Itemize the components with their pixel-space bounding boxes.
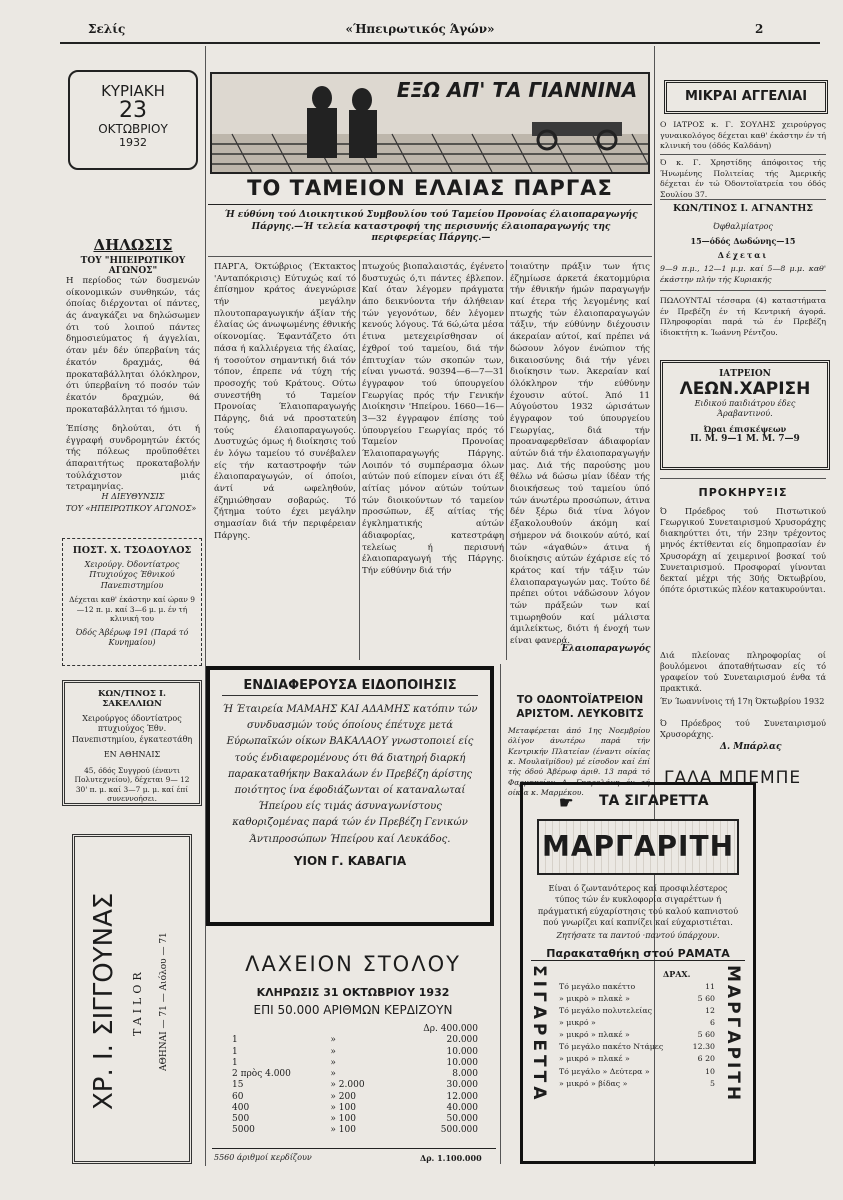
deck-rule xyxy=(208,256,652,257)
price-value: 5 60 xyxy=(697,1030,715,1040)
price-item: » μικρό » βίδας » xyxy=(559,1078,628,1088)
pointing-hand-icon: ☛ xyxy=(559,793,574,812)
price-row xyxy=(557,1029,717,1041)
lottery-row xyxy=(230,1103,480,1114)
price-item: » μικρὸ » πλακὲ » xyxy=(559,994,630,1004)
cigarette-body: Είναι ό ζωντανότερος καί προσφιλέστερος τύπος τών έν κυκλοφορία σιγαρέττων ή πράγματική εύχαρίστησις τού καλού καπνιστού πού γνωρίζει καί καπνίζει καί εύχαριστιέται. xyxy=(537,883,739,928)
agnantis-hours: 9—9 π.μ., 12—1 μ.μ. καί 5—8 μ.μ. καθ' έκάστην πλήν τής Κυριακής xyxy=(660,264,826,284)
tsodoulos-address: Όδός Άβέρωφ 191 (Παρά τό Κυνημαίου) xyxy=(75,628,189,648)
price-value: 10 xyxy=(705,1066,715,1076)
lottery-amount: 8.000 xyxy=(452,1069,478,1079)
declaration-sign-2: ΤΟΥ «ΗΠΕΙΡΩΤΙΚΟΥ ΑΓΩΝΟΣ» xyxy=(65,504,197,513)
lottery-row xyxy=(230,1058,480,1069)
price-item: Τό μεγάλο πακέτο Ντάμες xyxy=(559,1042,664,1052)
headline-rule xyxy=(208,204,652,205)
lottery-row xyxy=(230,1080,480,1091)
page-label: Σελίς xyxy=(88,22,126,36)
cigarette-brand-box xyxy=(537,819,739,875)
proclamation-sign: Δ. Μπάρλας xyxy=(720,742,782,752)
lottery-desc: » xyxy=(330,1046,336,1057)
price-column-header: ΔΡΑΧ. xyxy=(663,969,691,979)
notice-body: Ή Έταιρεία ΜΑΜΑΗΣ ΚΑΙ ΑΔΑΜΗΣ κατόπιν τών συνδυασμών τούς όποίους έπέτυχε μετά Εύρωπαϊκών οίκων ΒΑΚΑΛΑΟΥ γνωστοποιεί είς τούς ένδιαφερομένους ότι θά διατηρή διαρκή παρακαταθήκην Βακαλάων έν Πρεβέζη άρίστης ποιότητος ίνα έφοδιάζωνται οί καταναλωταί Ήπείρου είς τιμάς άσυναγωνίστους καθοριζομένας παρά τών έν Πρεβέζη Γενικών Άντιπροσώπων Ήπείρου καί Λευκάδος. xyxy=(222,704,478,845)
header-rule xyxy=(60,42,820,44)
sakellion-city: ΕΝ ΑΘΗΝΑΙΣ xyxy=(103,750,161,760)
lottery-count: 1 xyxy=(232,1035,238,1046)
tsodoulos-hours: Δέχεται καθ' έκάστην καί ώραν 9—12 π. μ. καί 3—6 μ. μ. έν τή κλινική του xyxy=(69,595,195,624)
price-value: 5 xyxy=(710,1078,715,1088)
classified-rule xyxy=(660,290,826,291)
article-column-3: τοιαύτην πράξιν των ήτις έζημίωσε άρκετά έκατομμύρια τήν έθνικήν ήμών παραγωγήν καί έτερα τής λεγομένης καί πτωχής τών έλαιοπαραγωγών τάξιν, τήν εύθύνην διέχουσιν άκεραίαν αύτοί, καί πρέπει νά δώσουν λόγον ένώπιον τής δικαιοσύνης διά τήν γένει διοίκησιν των. Άκεραίαν καί όλόκληρον τήν εύθύνην έχουσιν αύτοί. Άπό 11 Αύγούστου 1932 ώρισάτων έγγραφον τού ύπουργείου Γεωργίας, διά τήν προαναφερθεϊσαν άδιαφορίαν αύτών διά τήν έλαιοπαραγωγήν μας. Διά τής παρούσης μου θέλω νά δώσω μίαν ίδέαν τής διοικήσεως τού ταμείου ύπό τών άνωτέρω προσώπων, άτινα δέν ξέρω διά τίνα λόγον έξακολουθούν άκόμη καί σήμερον νά διοικούν αύτό, καί τών «άγαθών» άτινα ή διοίκησις αύτών έχάρισε είς τό κράτος καί τήν τάξιν τών έλαιοπαραγωγών μας. Τούτο δέ πρέπει ούτοι νάδώσουν λόγον τών πράξεών των καί τιμωρηθούν καί μάλιστα άμιλείκτως, διότι ή ένοχή των είναι φανερά. xyxy=(510,262,650,646)
article-signature: Έλαιοπαραγωγός xyxy=(560,644,651,654)
proclamation-title: ΠΡΟΚΗΡΥΞΙΣ xyxy=(698,486,788,499)
price-row xyxy=(557,1017,717,1029)
agnantis-name: ΚΩΝ/ΤΙΝΟΣ Ι. ΑΓΝΑΝΤΗΣ xyxy=(672,203,814,214)
article-headline: ΤΟ ΤΑΜΕΙΟΝ ΕΛΑΙΑΣ ΠΑΡΓΑΣ xyxy=(247,176,613,200)
lottery-desc: » xyxy=(330,1069,336,1079)
lottery-row xyxy=(230,1069,480,1080)
lottery-amount: 20.000 xyxy=(446,1035,478,1046)
article-column-1: ΠΑΡΓΑ, Όκτώβριος (Έκτακτος 'Ανταπόκρισις) Εύτυχώς καί τό έπίσημον κράτος άνεγνώρισε τήν μεγάλην πλουτοπαραγωγικήν άξίαν τής έλαίας ώς άνωψωμένης έθνικής οίκονομίας. Έφαντάζετο ότι πάσα ή καλλιέργεια τής έλαίας, ή τοσούτον σημαντική διά τόν τόπον, έπρεπε νά τύχη τής προσοχής τού Κράτους. Ούτω συνεστήθη τό Ταμείον Προνοίας Έλαιοπαραγωγής Πάργης, διά νά προστατεύη τούς έλαιοπαραγωγούς. Δυστυχώς όμως ή διοίκησις τού έν λόγω ταμείου τό συνέβαλεν είς τήν καταστροφήν τών έλαιοπαραγωγών, οί όποίοι, άντί νά ωφεληθούν, έζημιώθησαν σοβαρώς. Τό ζήτημα τούτο έχει μεγάλην σημασίαν διά τήν περιφέρειαν Πάργης. xyxy=(214,262,356,541)
lottery-count: 60 xyxy=(232,1091,244,1102)
cigarette-left-label: ΣΙΓΑΡΕΤΤΑ xyxy=(529,965,549,1104)
lottery-desc: » 100 xyxy=(330,1114,356,1124)
notice-title: ΕΝΔΙΑΦΕΡΟΥΣΑ ΕΙΔΟΠΟΙΗΣΙΣ xyxy=(222,678,478,696)
proclamation-body-2: Διά πλείονας πληροφορίας οί βουλόμενοι άποταθήτωσαν είς τό γραφείον τού Συνεταιρισμού ένθα τά πρακτικά. xyxy=(660,650,826,694)
lottery-count: 15 xyxy=(232,1080,244,1091)
lottery-row xyxy=(230,1047,480,1058)
proclamation-body: Ό Πρόεδρος τού Πιστωτικού Γεωργικού Συνεταιρισμού Χρυσοράχης διακηρύττει ότι, τήν 23ην τρέχοντος μηνός έκτίθενται είς δημοπρασίαν έν Χρυσοράχη αί χειμερινοί βοσκαί τού Συνεταιρισμού. Προσφοραί γίνονται δεκταί μέχρι τής 30ής Όκτωβρίου, όπότε όριστικώς πλέον κατακυρούνται. xyxy=(660,506,826,595)
agnantis-title: Όφθαλμίατρος xyxy=(713,222,773,231)
lottery-desc: » 100 xyxy=(330,1125,356,1136)
article-column-2: πτωχούς βιοπαλαιστάς, έγένετο δυστυχώς ό,τι πάντες έβλεπον. Καί όταν λέγομεν πράγματα άπο δεικνύοντα τήν άλήθειαν τών γεγονότων, δέν λέγομεν κενούς λόγους. Τά 6ώ,ώτα μέσα έτινα μετεχειρίσθησαν οί έχθροί τού ταμείου, διά τήν έπιτυχίαν τών σκοπών των, είναι γνωστά. 90394—6—7—31 έγγραφον τού ύπουργείου Γεωργίας πρός τήν Γενικήν Διοίκησιν 'Ηπείρου. 1660—16—3—32 έγγραφον έπίσης τού ύπουργείου Γεωργίας πρός τό Ταμείον Προνοίας Έλαιοπαραγωγής Πάργης. Λοιπόν τό συμπέρασμα όλων αύτών πού είπομεν είναι ότι έξ αίτίας μόνον αύτών τούτων τών διοικούντων τό ταμείον προσώπων, έξ αίτίας τής έγκληματικής αύτών άδιαφορίας, κατεστράφη τελείως ή περισυνή έλαιοπαραγωγή τής Πάργης. Τήν εύθύνην διά τήν xyxy=(362,262,504,576)
notice-kavagia xyxy=(206,666,494,926)
masthead-title: «Ήπειρωτικός Άγών» xyxy=(345,22,495,36)
date-box xyxy=(68,70,198,170)
page-number: 2 xyxy=(755,22,764,36)
ad-tsodoulos xyxy=(62,538,202,666)
proclamation-rule xyxy=(660,478,826,479)
lottery-desc: » 100 xyxy=(330,1102,356,1113)
price-row xyxy=(557,1078,717,1090)
lottery-title: ΛΑΧΕΙΟΝ ΣΤΟΛΟΥ xyxy=(245,952,461,976)
lottery-desc xyxy=(328,1024,388,1035)
declaration-body-2: Έπίσης δηλούται, ότι ή έγγραφή συνδρομητών έκτός τής πόλεως προϋποθέτει άπαραιτήτως προκαταβολήν τούλάχιστον μιάς τετραμηνίας. xyxy=(66,424,200,493)
lottery-rule xyxy=(212,1148,496,1149)
classified-rule xyxy=(660,154,826,155)
price-value: 12.30 xyxy=(692,1042,715,1052)
lottery-draw: ΚΛΗΡΩΣΙΣ 31 ΟΚΤΩΒΡΙΟΥ 1932 xyxy=(256,986,450,999)
lottery-footer-right: Δρ. 1.100.000 xyxy=(420,1153,482,1163)
illustration-caption: ΕΞΩ ΑΠ' ΤΑ ΓΙΑΝΝΙΝΑ xyxy=(396,78,638,102)
price-row xyxy=(557,1041,717,1053)
dentist-title: ΤΟ ΟΔΟΝΤΟΪΑΤΡΕΙΟΝ ΑΡΙΣΤΟΜ. ΛΕΥΚΟΒΙΤΣ xyxy=(516,694,644,720)
price-item: » μικρό » πλακέ » xyxy=(559,1030,630,1040)
column-rule xyxy=(500,664,501,1164)
classified-rule xyxy=(660,199,826,200)
price-row xyxy=(557,981,717,993)
price-row xyxy=(557,1066,717,1078)
clinic-name: ΛΕΩΝ.ΧΑΡΙΣΗ xyxy=(679,379,811,399)
price-item: Τό μεγάλο πακέττο xyxy=(559,982,636,991)
declaration-subtitle: ΤΟΥ "ΗΠΕΙΡΩΤΙΚΟΥ ΑΓΩΝΟΣ" xyxy=(80,256,186,276)
lottery-amount: 10.000 xyxy=(446,1057,478,1068)
price-row xyxy=(557,993,717,1005)
date-month: ΟΚΤΩΒΡΙΟΥ xyxy=(98,122,168,136)
lottery-amount: 40.000 xyxy=(446,1102,478,1113)
sigounas-address: ΑΘΗΝΑΙ — 71 — Αιόλου — 71 xyxy=(159,932,169,1072)
column-rule xyxy=(205,46,206,1166)
price-value: 11 xyxy=(705,982,715,991)
lottery-amount: 10.000 xyxy=(446,1046,478,1057)
lottery-row xyxy=(230,1092,480,1103)
price-item: Τό μεγάλο » Δεύτερα » xyxy=(559,1066,650,1076)
cigarette-cta: Ζητήσατε τα παντού ·παντού ύπάρχουν. xyxy=(556,931,720,940)
cigarette-header: ΤΑ ΣΙΓΑΡΕΤΤΑ xyxy=(599,793,709,809)
article-deck: Ή εύθύνη τού Διοικητικού Συμβουλίου τού Ταμείου Προνοίας έλαιοπαραγωγής Πάργης.—Ή τελεία καταστροφή της περισυνής έλαιοπαραγωγής της περιφερείας Πάργης.— xyxy=(224,210,638,244)
date-year: 1932 xyxy=(119,136,147,149)
lottery-amount: 12.000 xyxy=(446,1091,478,1102)
article-col-rule xyxy=(359,260,360,660)
date-number: 23 xyxy=(119,98,147,123)
lottery-desc: » xyxy=(330,1057,336,1068)
article-col-rule xyxy=(506,260,507,660)
cigarette-ad xyxy=(520,782,756,1164)
declaration-body: Η περίοδος τών δυσμενών οίκονομικών συνθηκών, τάς όποίας διέρχονται οί πάντες, άς άναγκάζει να δηλώσωμεν ότι τού λοιπού πάντες δημοσιεύματος ή άγγελίαι, όταν μέν δέν ύπερβαίνη τάς έκατόν δραχμάς, θά προκαταβάλληται όλόκληρον, ότι ύπερβαίνη τό ποσόν τών έκατόν δραχμών, θά προκαταβάλληται τό ήμισυ. xyxy=(66,276,200,415)
agnantis-address: 15—όδός Δωδώνης—15 xyxy=(690,236,796,246)
notice-sign: ΥΙΟΝ Γ. ΚΑΒΑΓΙΑ xyxy=(293,853,407,868)
tsodoulos-name: ΠΟΣΤ. Χ. ΤΣΟΔΟΥΛΟΣ xyxy=(72,545,192,556)
classified-christidis: Ό κ. Γ. Χρηστίδης άπόφοιτος τής Ήνωμένης Πολιτείας τής Άμερικής δέχεται έν τώ Όδοντοϊατρεία του όδός Σουλίου 37. xyxy=(660,158,826,199)
lottery-amount: 500.000 xyxy=(440,1125,478,1136)
lottery-amount: Δρ. 400.000 xyxy=(423,1024,478,1034)
lottery-count: 1 xyxy=(232,1046,238,1057)
lottery-count xyxy=(230,1024,328,1035)
cigarette-brand: ΜΑΡΓΑΡΙΤΗ xyxy=(541,830,735,863)
lottery-amount: 50.000 xyxy=(446,1114,478,1124)
classified-soulis: Ο ΙΑΤΡΟΣ κ. Γ. ΣΟΥΛΗΣ χειρούργος γυναικολόγος δέχεται καθ' έκάστην έν τή κλινική του (όδός Καλδάνη) xyxy=(660,120,826,151)
price-row xyxy=(557,1005,717,1017)
price-item: » μικρό » xyxy=(559,1018,596,1028)
classifieds-title-box xyxy=(664,80,828,114)
agnantis-accept: Δέχεται xyxy=(717,250,769,260)
cigarette-depot: Παρακαταθήκη στού ΡΑΜΑΤΑ xyxy=(531,947,745,961)
clinic-hours-label: Ώραι έπισκέψεων xyxy=(703,423,787,434)
sakellion-hours: 45, όδός Συγγρού (έναντι Πολυτεχνείου), δέχεται 9— 12 30' π. μ. καί 3—7 μ. μ. καί έπί συνεννοήσει. xyxy=(74,765,190,804)
lottery-count: 5000 xyxy=(232,1125,255,1136)
clinic-label: ΙΑΤΡΕΙΟΝ xyxy=(719,369,771,379)
lottery-amount: 30.000 xyxy=(446,1080,478,1091)
sigounas-name: ΧΡ. Ι. ΣΙΓΓΟΥΝΑΣ xyxy=(89,892,119,1110)
declaration-title: ΔΗΛΩΣΙΣ xyxy=(93,236,173,254)
lottery-count: 500 xyxy=(232,1114,250,1124)
lottery-count: 400 xyxy=(232,1102,250,1113)
lottery-row xyxy=(230,1114,480,1125)
lottery-subtitle: ΕΠΙ 50.000 ΑΡΙΘΜΩΝ ΚΕΡΔΙΖΟΥΝ xyxy=(253,1003,453,1017)
classifieds-title: ΜΙΚΡΑΙ ΑΓΓΕΛΙΑΙ xyxy=(684,89,808,104)
lottery-count: 1 xyxy=(232,1057,238,1068)
lottery-footer-left: 5560 άριθμοί κερδίζουν xyxy=(214,1153,312,1162)
ad-sakellion xyxy=(62,680,202,806)
price-value: 5 60 xyxy=(697,994,715,1004)
clinic-hours: Π. Μ. 9—1 Μ. Μ. 7—9 xyxy=(690,434,800,445)
lottery-row xyxy=(230,1125,480,1136)
lottery-count: 2 πρὸς 4.000 xyxy=(232,1069,291,1079)
lottery-table xyxy=(230,1024,480,1137)
dentist-body: Μεταφέρεται άπό 1ης Νοεμβρίου όλίγον άνωτέρω παρά τήν Κεντρικήν Πλατείαν (έναντι οίκίας κ. Μουλαϊμίδου) μέ είσοδον καί έπί τής όδού Άβέρωφ άριθ. 13 παρά τό Φαρμακείον Λ. Γκαρολάνη έν τή οίκία κ. Μαρμέκου. xyxy=(508,726,650,797)
clinic-box xyxy=(660,360,830,470)
price-row xyxy=(557,1053,717,1065)
lottery-desc: » 2.000 xyxy=(330,1080,365,1091)
lottery-desc: » 200 xyxy=(330,1091,356,1102)
lottery-row xyxy=(230,1035,480,1046)
sigounas-trade: TAILOR xyxy=(131,968,144,1036)
sakellion-title: Χειρούργος όδοντίατρος πτυχιούχος Έθν. Πανεπιστημίου, έγκατεστάθη xyxy=(71,714,193,744)
tsodoulos-title: Χειρούργ. Όδοντίατρος Πτυχιούχος Έθνικού Πανεπιστημίου xyxy=(84,560,180,590)
declaration-sign-1: Η ΔΙΕΥΘΥΝΣΙΣ xyxy=(101,492,165,501)
proclamation-role: Ό Πρόεδρος τού Συνεταιρισμού Χρυσοράχης. xyxy=(660,718,826,740)
lottery-row xyxy=(230,1024,480,1035)
ad-sigounas xyxy=(72,834,192,1164)
classified-sale: ΠΩΛΟΥΝΤΑΙ τέσσαρα (4) καταστήματα έν Πρεβέζη έν τή Κεντρική άγορά. Πληροφορίαι παρά τώ έν Πρεβέζη ίδιοκτήτη κ. Ίωάννη Ρέντζου. xyxy=(660,296,826,337)
price-value: 12 xyxy=(705,1006,715,1016)
cigarette-right-label: ΜΑΡΓΑΡΙΤΗ xyxy=(723,965,743,1104)
clinic-specialty: Ειδικού παιδιάτρου έδες Άραβαντινού. xyxy=(694,399,796,419)
price-value: 6 20 xyxy=(697,1054,715,1064)
illustration-banner xyxy=(210,72,650,174)
price-table xyxy=(557,981,717,1090)
lottery-desc: » xyxy=(330,1035,336,1046)
proclamation-place: Έν Ίωαννίνοις τή 17η Όκτωβρίου 1932 xyxy=(660,696,825,706)
price-item: » μικρό » πλακέ » xyxy=(559,1054,630,1064)
price-value: 6 xyxy=(710,1018,715,1028)
gala-bebe-ad: ΓΑΛΑ ΜΠΕΜΠΕ xyxy=(664,768,802,788)
date-day: ΚΥΡΙΑΚΗ xyxy=(101,82,165,100)
price-item: Τό μεγάλο πολυτελείας xyxy=(559,1006,653,1016)
woven-pattern xyxy=(212,134,648,172)
sakellion-name: ΚΩΝ/ΤΙΝΟΣ Ι. ΣΑΚΕΛΛΙΩΝ xyxy=(98,689,166,709)
